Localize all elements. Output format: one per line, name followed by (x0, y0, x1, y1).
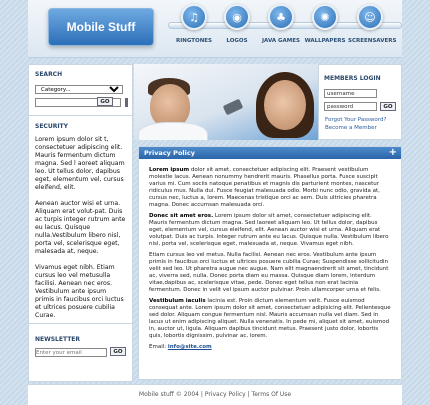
main-title: Privacy Policy (144, 149, 195, 157)
nav-label: LOGOS (226, 38, 248, 44)
smiley-icon: ☺ (357, 4, 383, 30)
nav-screensavers[interactable] (348, 4, 397, 44)
email-link[interactable]: info@site.com (167, 344, 212, 350)
nav-label: SCREENSAVERS (348, 38, 397, 44)
music-note-icon: ♫ (181, 4, 207, 30)
paragraph-text: Lorem ipsum dolor sit amet, consectetuer adipiscing elit. Mauris fermentum dictum magna. Sed laoreet aliquam leo. Ut tellus dolor, dapibus eget, elementum vel, cursus eleifend, elit. Aenean auctor wisi et urna. Aliquam erat volutpat. Duis ac turpis. Integer rutrum ante eu lacus. Quisque nulla. Vestibulum libero nisl, porta vel, scelerisque eget, malesuada at, neque. Vivamus eget nibh. (149, 213, 389, 247)
members-title: MEMBERS LOGIN (324, 75, 381, 82)
become-member-link[interactable]: Become a Member (325, 125, 377, 131)
email-label: Email: (149, 344, 167, 350)
main-title-bar (139, 147, 401, 159)
newsletter-go-button[interactable]: GO (110, 347, 126, 356)
footer: Mobile stuff © 2004 | Privacy Policy | Terms Of Use (28, 384, 402, 405)
search-title: SEARCH (35, 71, 63, 78)
main-content (138, 146, 402, 380)
search-go-button[interactable]: GO (97, 97, 113, 106)
banner-person-face (264, 80, 306, 130)
banner-photo (134, 64, 318, 140)
forgot-password-link[interactable]: Forgot Your Password? (325, 117, 387, 123)
security-text-2: Aenean auctor wisi et urna. Aliquam erat volut-pat. Duis ac turpis integer rutrum ante eu lacus. Quisque nulla.Vestibulum libero nisl, porta vel, scelerisque eget, malesada at, neque. (35, 200, 126, 255)
nav-wallpapers[interactable] (303, 4, 347, 44)
search-section (29, 65, 132, 115)
newsletter-title: NEWSLETTER (35, 336, 81, 343)
paragraph (149, 252, 391, 294)
banner-person-shirt (138, 122, 208, 140)
nav-label: JAVA GAMES (262, 38, 300, 44)
security-text-1: Lorem ipsum dolor sit t, consectetuer adipiscing elit. Mauris fermentum dictum magna. Sed l aoreet aliquam leo. Ut tellus dolor, dapibus eget, elementum vel, cursus eleifend, elit. (35, 136, 125, 191)
gamepad-icon: ♣ (268, 4, 294, 30)
paragraph (149, 213, 391, 248)
sun-icon: ✺ (312, 4, 338, 30)
paragraph-lead: Vestibulum iaculis (149, 298, 206, 304)
divider (29, 323, 132, 324)
paragraph (149, 298, 391, 340)
globe-icon: ◉ (224, 4, 250, 30)
members-login (318, 64, 402, 140)
email-line (149, 344, 391, 351)
security-title: SECURITY (35, 123, 68, 130)
paragraph-text: dolor sit amet, consectetuer adipiscing elit. Praesent vestibulum molestie lacus. Aenean nonummy hendrerit mauris. Phasellus porta. Fusce suscipit varius mi. Cum sociis natoque penatibus et magnis dis parturient montes, nascetur ridiculus mus. Nulla dui. Fusce feugiat malesuada odio. Morbi nunc odio, gravida at, cursus nec, luctus a, lorem. Maecenas tristique orci ac sem. Duis ultricies pharetra magna. Donec accumsan malesuada orci. (149, 167, 380, 208)
security-section (29, 116, 132, 322)
left-sidebar (28, 64, 133, 382)
paragraph (149, 167, 391, 209)
plus-icon[interactable]: + (388, 147, 397, 158)
paragraph-lead: Donec sit amet eros. (149, 213, 214, 219)
login-go-button[interactable]: GO (380, 102, 396, 111)
newsletter-email-input[interactable] (35, 348, 107, 357)
paragraph-text: Etiam cursus leo vel metus. Nulla facilisi. Aenean nec eros. Vestibulum ante ipsum primis in faucibus orci luctus et ultrices posuere cubilia Curae; Suspendisse sollicitudin velit sed leo. Ut pharetra augue nec augue. Nam elit magnaendrerit sit amet, tincidunt ac, viverra sed, nulla. Donec porta diam eu massa. Quisque diam lorem, interdum vitae,dapibus ac, scelerisque vitae, pede. Donec eget tellus non erat lacinia fermentum. Donec in velit vel ipsum auctor pulvinar. Proin ullamcorper urna et felis. (149, 252, 389, 293)
nav-java-games[interactable] (259, 4, 303, 44)
phone-icon (223, 99, 244, 116)
paragraph-text: lacinia est. Proin dictum elementum velit. Fusce euismod consequat ante. Lorem ipsum dolor sit amet, consectetuer adipisicing elit. Pellentesque sed dolor. Aliquam congue fermentum nisl. Mauris accumsan nulla vel diam. Sed in lacus ut enim adipiscing aliquet. Nulla venenatis. In pede mi, aliquet sit amet, euismod in, auctor ut, ligula. Aliquam dapibus tincidunt metus. Praesent justo dolor, lobortis quis, lobortis dignissim, pulvinar ac, lorem. (149, 298, 391, 339)
security-text-3: Vivamus eget nibh. Etiam cursus leo vel metusulla facilisi. Aenean nec eros. Vestibulum ante ipsum primis in faucibus orci luctus et ultrices posuere cubilia Curae. (35, 264, 124, 319)
paragraph-lead: Lorem ipsum (149, 167, 190, 173)
header (28, 0, 402, 58)
username-input[interactable]: username (324, 89, 377, 98)
main-body (139, 159, 401, 351)
password-input[interactable]: password (324, 102, 377, 111)
nav-ringtones[interactable] (172, 4, 216, 44)
nav-label: RINGTONES (175, 38, 213, 44)
category-select[interactable] (35, 85, 123, 94)
site-logo[interactable]: Mobile Stuff (48, 8, 154, 46)
nav-logos[interactable] (215, 4, 259, 44)
nav-label: WALLPAPERS (304, 38, 346, 44)
